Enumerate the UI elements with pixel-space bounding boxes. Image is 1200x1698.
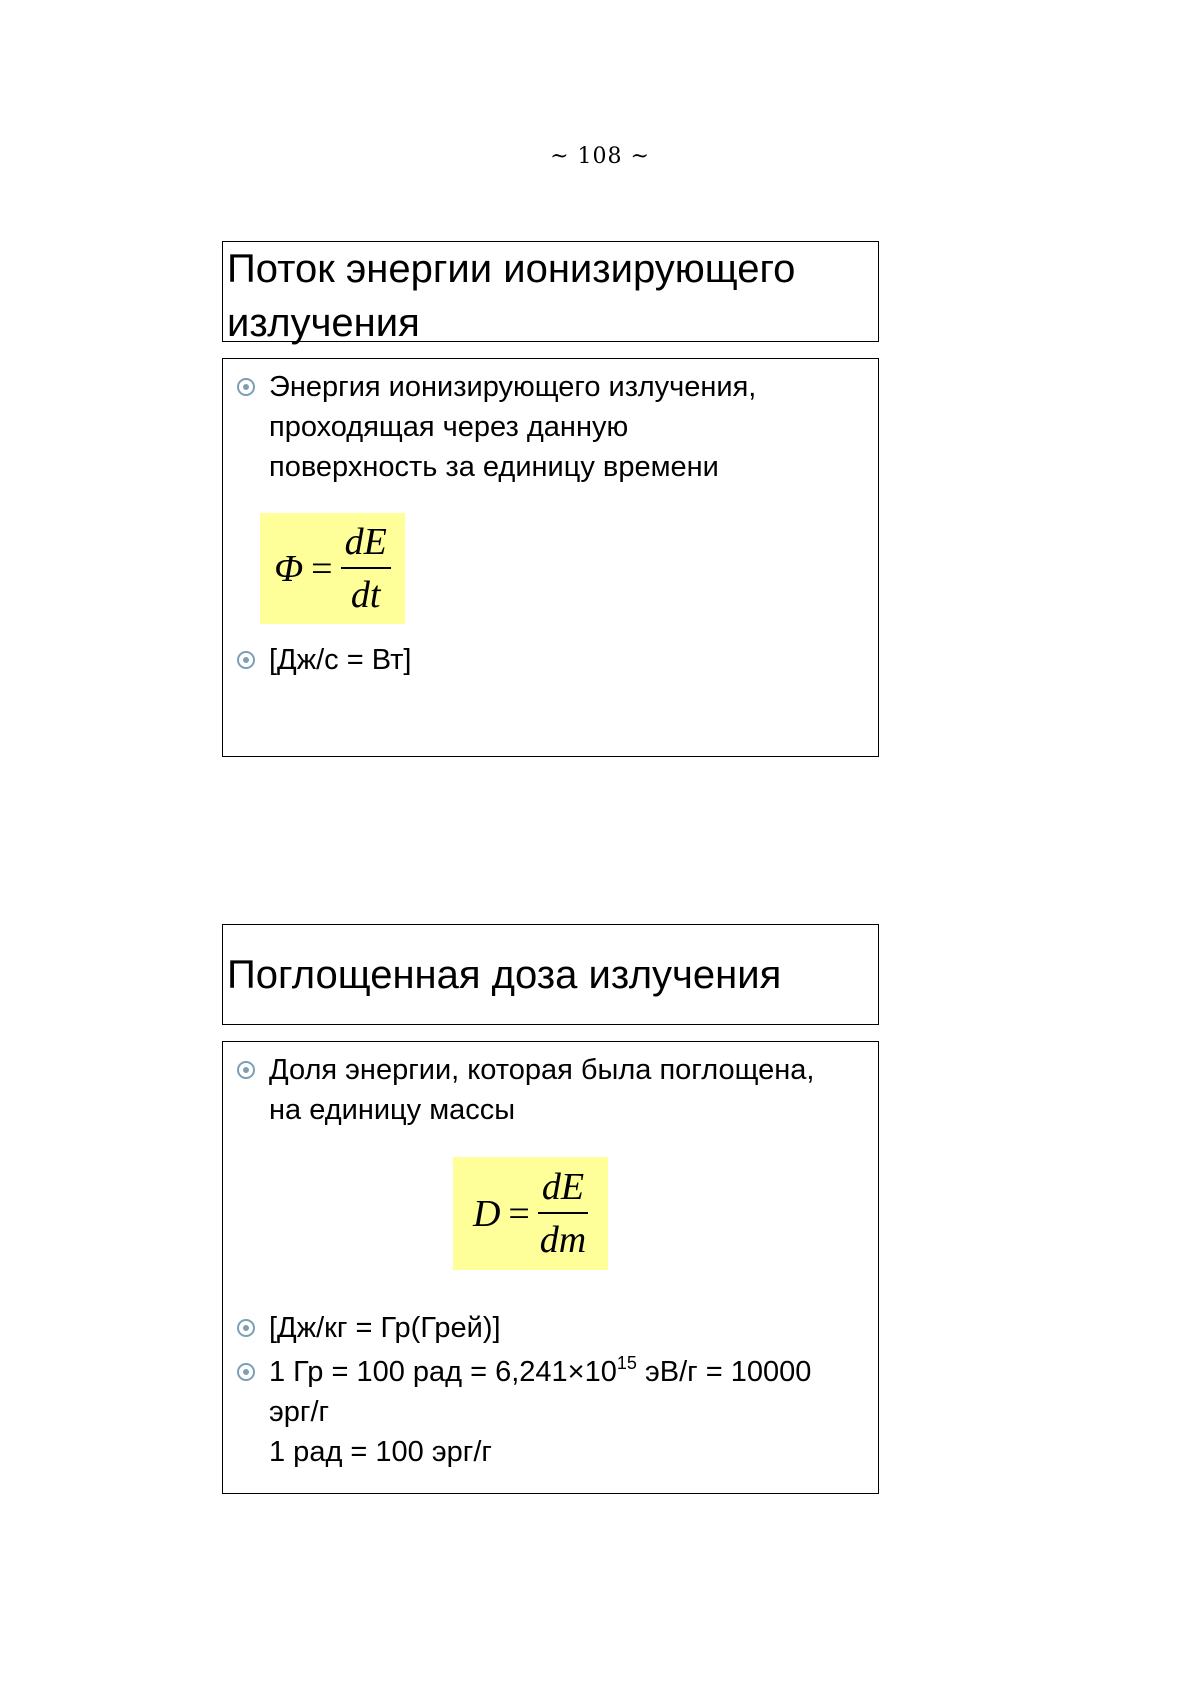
formula-numerator: dE xyxy=(341,517,391,569)
bullet-line: на единицу массы xyxy=(269,1094,516,1126)
formula-numerator: dE xyxy=(538,1162,588,1214)
slide2-bullet-definition xyxy=(237,1050,837,1130)
formula-denominator: dm xyxy=(539,1218,587,1261)
slide1-bullet-units xyxy=(237,640,837,680)
formula-equals: = xyxy=(311,547,333,590)
slide2-title: Поглощенная доза излучения xyxy=(227,952,782,997)
slide2-bullet-units xyxy=(237,1308,837,1348)
bullet-line: Доля энергии, которая была поглощена, xyxy=(269,1054,815,1086)
bullet-line: проходящая через данную xyxy=(269,411,629,443)
slide2-formula xyxy=(453,1157,608,1270)
slide1-formula xyxy=(260,513,405,624)
formula-lhs: Φ xyxy=(274,547,304,590)
slide2-title-box xyxy=(222,924,879,1025)
bullet-line: [Дж/кг = Гр(Грей)] xyxy=(269,1312,501,1344)
slide1-title-line1: Поток энергии ионизирующего xyxy=(227,247,796,291)
slide1-content-box xyxy=(222,358,879,757)
exponent: 15 xyxy=(616,1353,637,1373)
bullet-line: [Дж/с = Вт] xyxy=(269,644,412,676)
formula-denominator: dt xyxy=(350,573,381,616)
formula-equals: = xyxy=(508,1192,530,1235)
slide1-title-box xyxy=(222,241,879,345)
slide1-bullet-definition xyxy=(237,367,837,487)
slide1-title-line2: излучения xyxy=(227,301,420,345)
bullet-line: эрг/г xyxy=(269,1396,330,1428)
slide2-content-box xyxy=(222,1041,879,1494)
bullet-icon xyxy=(237,1363,255,1381)
bullet-line: 1 рад = 100 эрг/г xyxy=(269,1436,492,1468)
bullet-icon xyxy=(237,378,255,396)
page-number: ~ 108 ~ xyxy=(550,144,650,169)
formula-lhs: D xyxy=(472,1192,501,1235)
formula-fraction xyxy=(538,1162,588,1266)
bullet-icon xyxy=(237,1319,255,1337)
bullet-icon xyxy=(237,651,255,669)
bullet-icon xyxy=(237,1061,255,1079)
slide2-bullet-conversions xyxy=(237,1352,837,1472)
bullet-line: поверхность за единицу времени xyxy=(269,451,719,483)
formula-fraction xyxy=(341,517,391,621)
bullet-line xyxy=(269,1352,837,1392)
conversion-text: 1 Гр = 100 рад = 6,241×10 xyxy=(269,1356,617,1388)
bullet-line: Энергия ионизирующего излучения, xyxy=(269,371,757,403)
conversion-text: эВ/г = 10000 xyxy=(636,1356,812,1388)
